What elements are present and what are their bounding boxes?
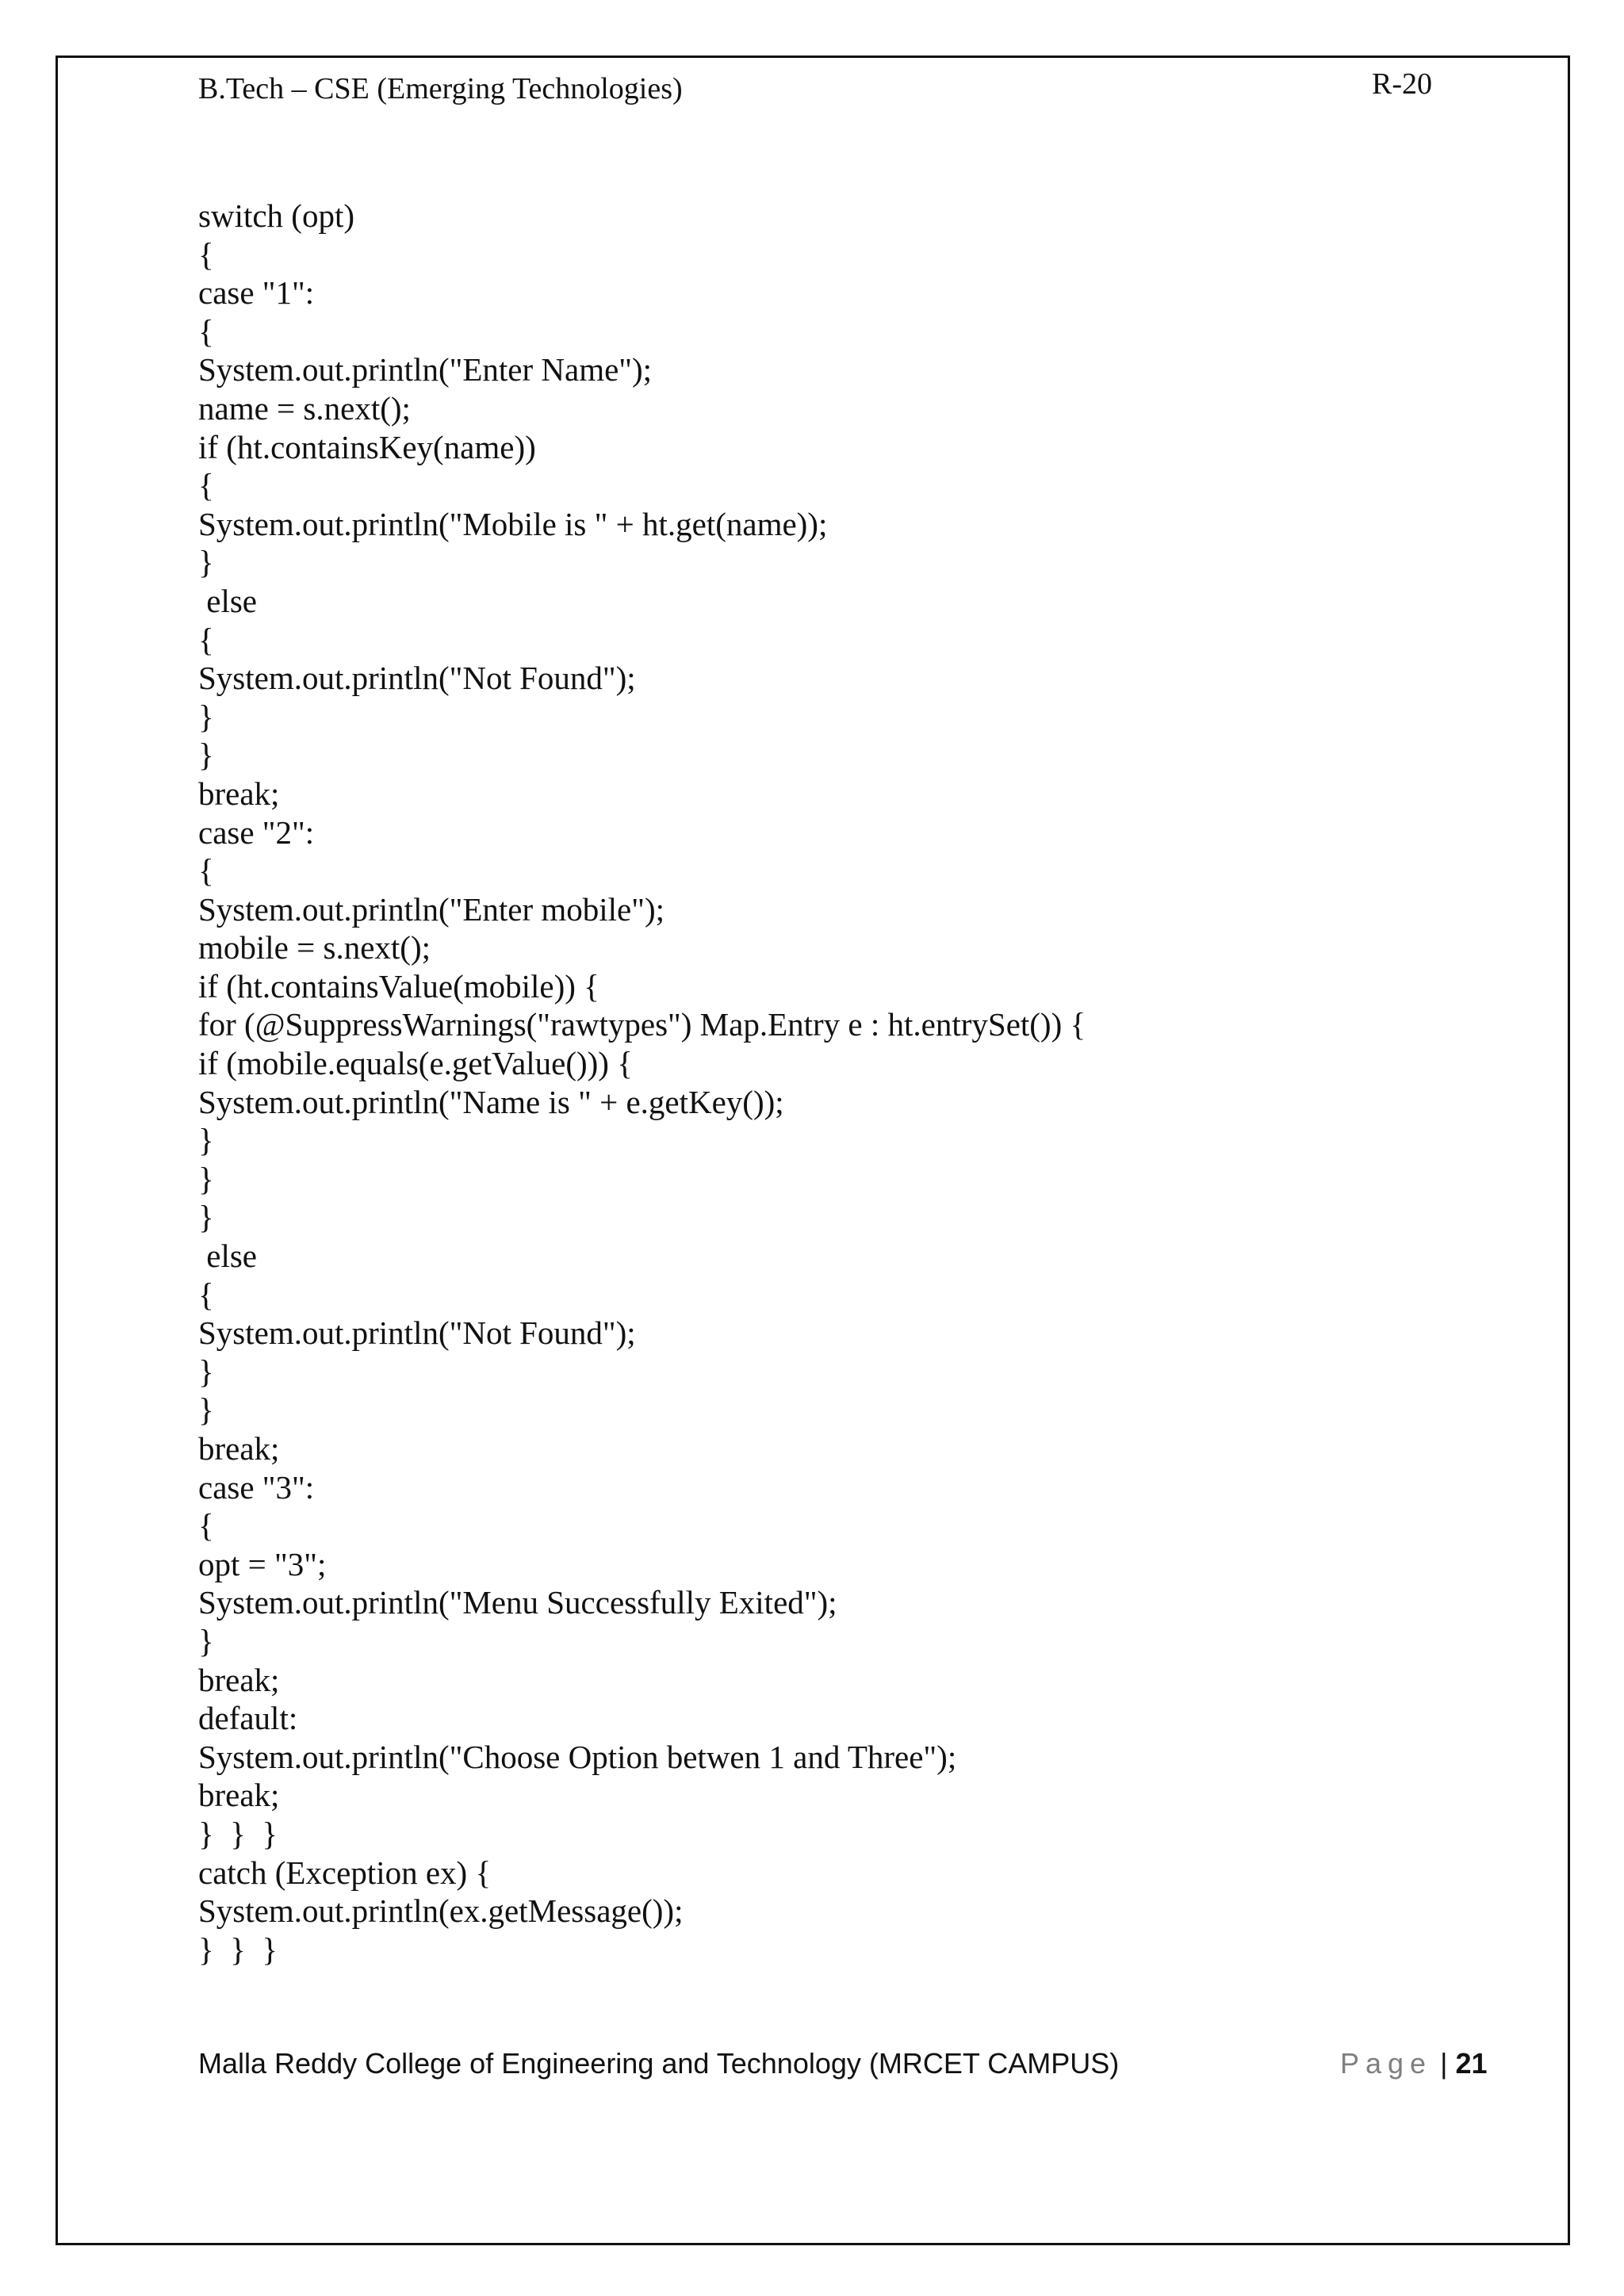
code-line: { bbox=[198, 312, 214, 350]
code-line: } } } bbox=[198, 1931, 278, 1968]
code-line: for (@SuppressWarnings("rawtypes") Map.Entry e : ht.entrySet()) { bbox=[198, 1006, 1086, 1043]
code-line: { bbox=[198, 467, 214, 504]
header-course-title: B.Tech – CSE (Emerging Technologies) bbox=[198, 72, 683, 105]
code-line: } bbox=[198, 1391, 214, 1429]
code-line: else bbox=[198, 582, 257, 619]
code-line: } bbox=[198, 544, 214, 581]
code-line: } bbox=[198, 1122, 214, 1159]
code-line: System.out.println(ex.getMessage()); bbox=[198, 1892, 684, 1930]
code-line: default: bbox=[198, 1700, 298, 1737]
code-line: System.out.println("Not Found"); bbox=[198, 660, 636, 697]
code-line: break; bbox=[198, 775, 280, 812]
code-line: break; bbox=[198, 1661, 280, 1698]
code-line: { bbox=[198, 1276, 214, 1313]
page-number: 21 bbox=[1455, 2047, 1488, 2080]
code-line: if (ht.containsValue(mobile)) { bbox=[198, 967, 599, 1004]
code-line: break; bbox=[198, 1430, 280, 1467]
code-line: catch (Exception ex) { bbox=[198, 1854, 492, 1891]
code-line: { bbox=[198, 852, 214, 890]
page-separator: | bbox=[1440, 2047, 1448, 2080]
code-line: opt = "3"; bbox=[198, 1545, 327, 1582]
code-line: { bbox=[198, 1507, 214, 1544]
code-line: if (mobile.equals(e.getValue())) { bbox=[198, 1045, 633, 1082]
code-line: case "2": bbox=[198, 813, 315, 851]
code-line: } bbox=[198, 1199, 214, 1236]
code-line: } bbox=[198, 1622, 214, 1659]
code-line: System.out.println("Enter Name"); bbox=[198, 351, 653, 388]
code-line: name = s.next(); bbox=[198, 389, 411, 427]
code-line: System.out.println("Enter mobile"); bbox=[198, 890, 665, 928]
footer-page-indicator bbox=[1340, 2045, 1487, 2082]
code-line: } bbox=[198, 698, 214, 735]
code-line: { bbox=[198, 621, 214, 658]
code-line: { bbox=[198, 235, 214, 273]
code-line: } } } bbox=[198, 1815, 278, 1852]
code-line: case "1": bbox=[198, 274, 315, 312]
footer-institution: Malla Reddy College of Engineering and Technology (MRCET CAMPUS) bbox=[198, 2047, 1120, 2080]
header-regulation: R-20 bbox=[1372, 67, 1432, 101]
code-listing bbox=[198, 197, 1507, 1969]
code-line: mobile = s.next(); bbox=[198, 929, 431, 966]
code-line: case "3": bbox=[198, 1468, 315, 1506]
code-line: System.out.println("Mobile is " + ht.get(name)); bbox=[198, 505, 828, 542]
code-line: System.out.println("Not Found"); bbox=[198, 1314, 636, 1352]
code-line: else bbox=[198, 1238, 257, 1275]
code-line: } bbox=[198, 737, 214, 774]
code-line: System.out.println("Name is " + e.getKey()); bbox=[198, 1083, 784, 1120]
page-label: Page bbox=[1340, 2047, 1433, 2080]
code-line: System.out.println("Menu Successfully Exited"); bbox=[198, 1584, 837, 1621]
code-line: } bbox=[198, 1160, 214, 1197]
code-line: break; bbox=[198, 1777, 280, 1814]
code-line: switch (opt) bbox=[198, 197, 354, 234]
code-line: System.out.println("Choose Option betwen 1 and Three"); bbox=[198, 1738, 957, 1775]
code-line: if (ht.containsKey(name)) bbox=[198, 428, 536, 465]
code-line: } bbox=[198, 1353, 214, 1390]
